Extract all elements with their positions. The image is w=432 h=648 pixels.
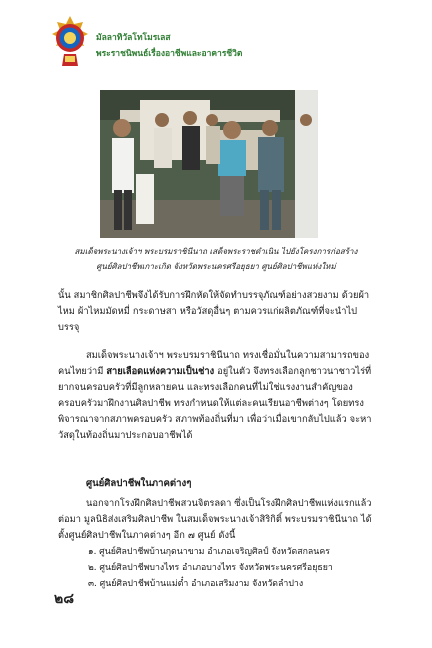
center-list	[88, 544, 388, 592]
caption-line1: สมเด็จพระนางเจ้าฯ พระบรมราชินีนาถ เสด็จพระราชดำเนิน ไปยังโครงการก่อสร้าง	[74, 247, 358, 256]
list-item: ๓. ศูนย์ศิลปาชีพบ้านแม่ต๋ำ อำเภอเสริมงาม จังหวัดลำปาง	[88, 579, 304, 589]
paragraph-3: นอกจากโรงฝึกศิลปาชีพสวนจิตรลดา ซึ่งเป็นโรงฝึกศิลปาชีพแห่งแรกแล้ว ต่อมา มูลนิธิส่งเสริมศิลปาชีพ ในสมเด็จพระนางเจ้าสิริกิติ์ พระบรมราชินีนาถ ได้ตั้งศูนย์ศิลปาชีพในภาคต่างๆ อีก ๗ ศูนย์ ดังนี้	[58, 498, 372, 541]
section-heading: ศูนย์ศิลปาชีพในภาคต่างๆ	[86, 478, 192, 489]
list-item: ๒. ศูนย์ศิลปาชีพบางไทร อำเภอบางไทร จังหวัดพระนครศรีอยุธยา	[88, 563, 333, 573]
foundation-emblem-icon	[50, 14, 90, 68]
header-title-line2: พระราชนิพนธ์เรื่องอาชีพและอาคารชีวิต	[96, 49, 243, 59]
paragraph-2-end: อยู่ในตัว จึงทรงเลือกลูกชาวนาชาวไร่ที่ยากจนครอบครัวที่มีลูกหลายคน และทรงเลือกคนที่ไม่ใช่แรงงานสำคัญของครอบครัวมาฝึกงานศิลปาชีพ ทรงกำหนดให้แต่ละคนเรียนอาชีพต่างๆ โดยทรงพิจารณาจากสภาพครอบครัว สภาพท้องถิ่นที่มา เพื่อว่าเมื่อเขากลับไปแล้ว จะหาวัสดุในท้องถิ่นมาประกอบอาชีพได้	[58, 366, 372, 441]
page-header	[0, 0, 432, 86]
list-item: ๑. ศูนย์ศิลปาชีพบ้านกุดนาขาม อำเภอเจริญศิลป์ จังหวัดสกลนคร	[88, 547, 330, 557]
caption-line2: ศูนย์ศิลปาชีพเกาะเกิด จังหวัดพระนครศรีอยุธยา ศูนย์ศิลปาชีพแห่งใหม่	[96, 262, 336, 271]
paragraph-1: นั้น สมาชิกศิลปาชีพจึงได้รับการฝึกหัดให้จัดทำบรรจุภัณฑ์อย่างสวยงาม ด้วยผ้าไหม ผ้าไหมมัดหมี่ กระดาษสา หรือวัสดุอื่นๆ ตามควรแก่ผลิตภัณฑ์ที่จะนำไปบรรจุ	[58, 290, 370, 333]
photo-caption	[60, 244, 372, 274]
royal-visit-photo	[100, 90, 318, 238]
header-title-line1: มัลลาทิวัลโทโมรเลส	[96, 33, 171, 43]
paragraph-2	[58, 348, 374, 444]
paragraph-2-emphasis: สายเลือดแห่งความเป็นช่าง	[106, 366, 215, 377]
paragraph-2-start: สมเด็จพระนางเจ้าฯ พระบรมราชินีนาถ ทรงเชื่อมั่นในความสามารถของคนไทยว่ามี	[58, 350, 370, 377]
page-number: ๒๘	[54, 591, 75, 607]
